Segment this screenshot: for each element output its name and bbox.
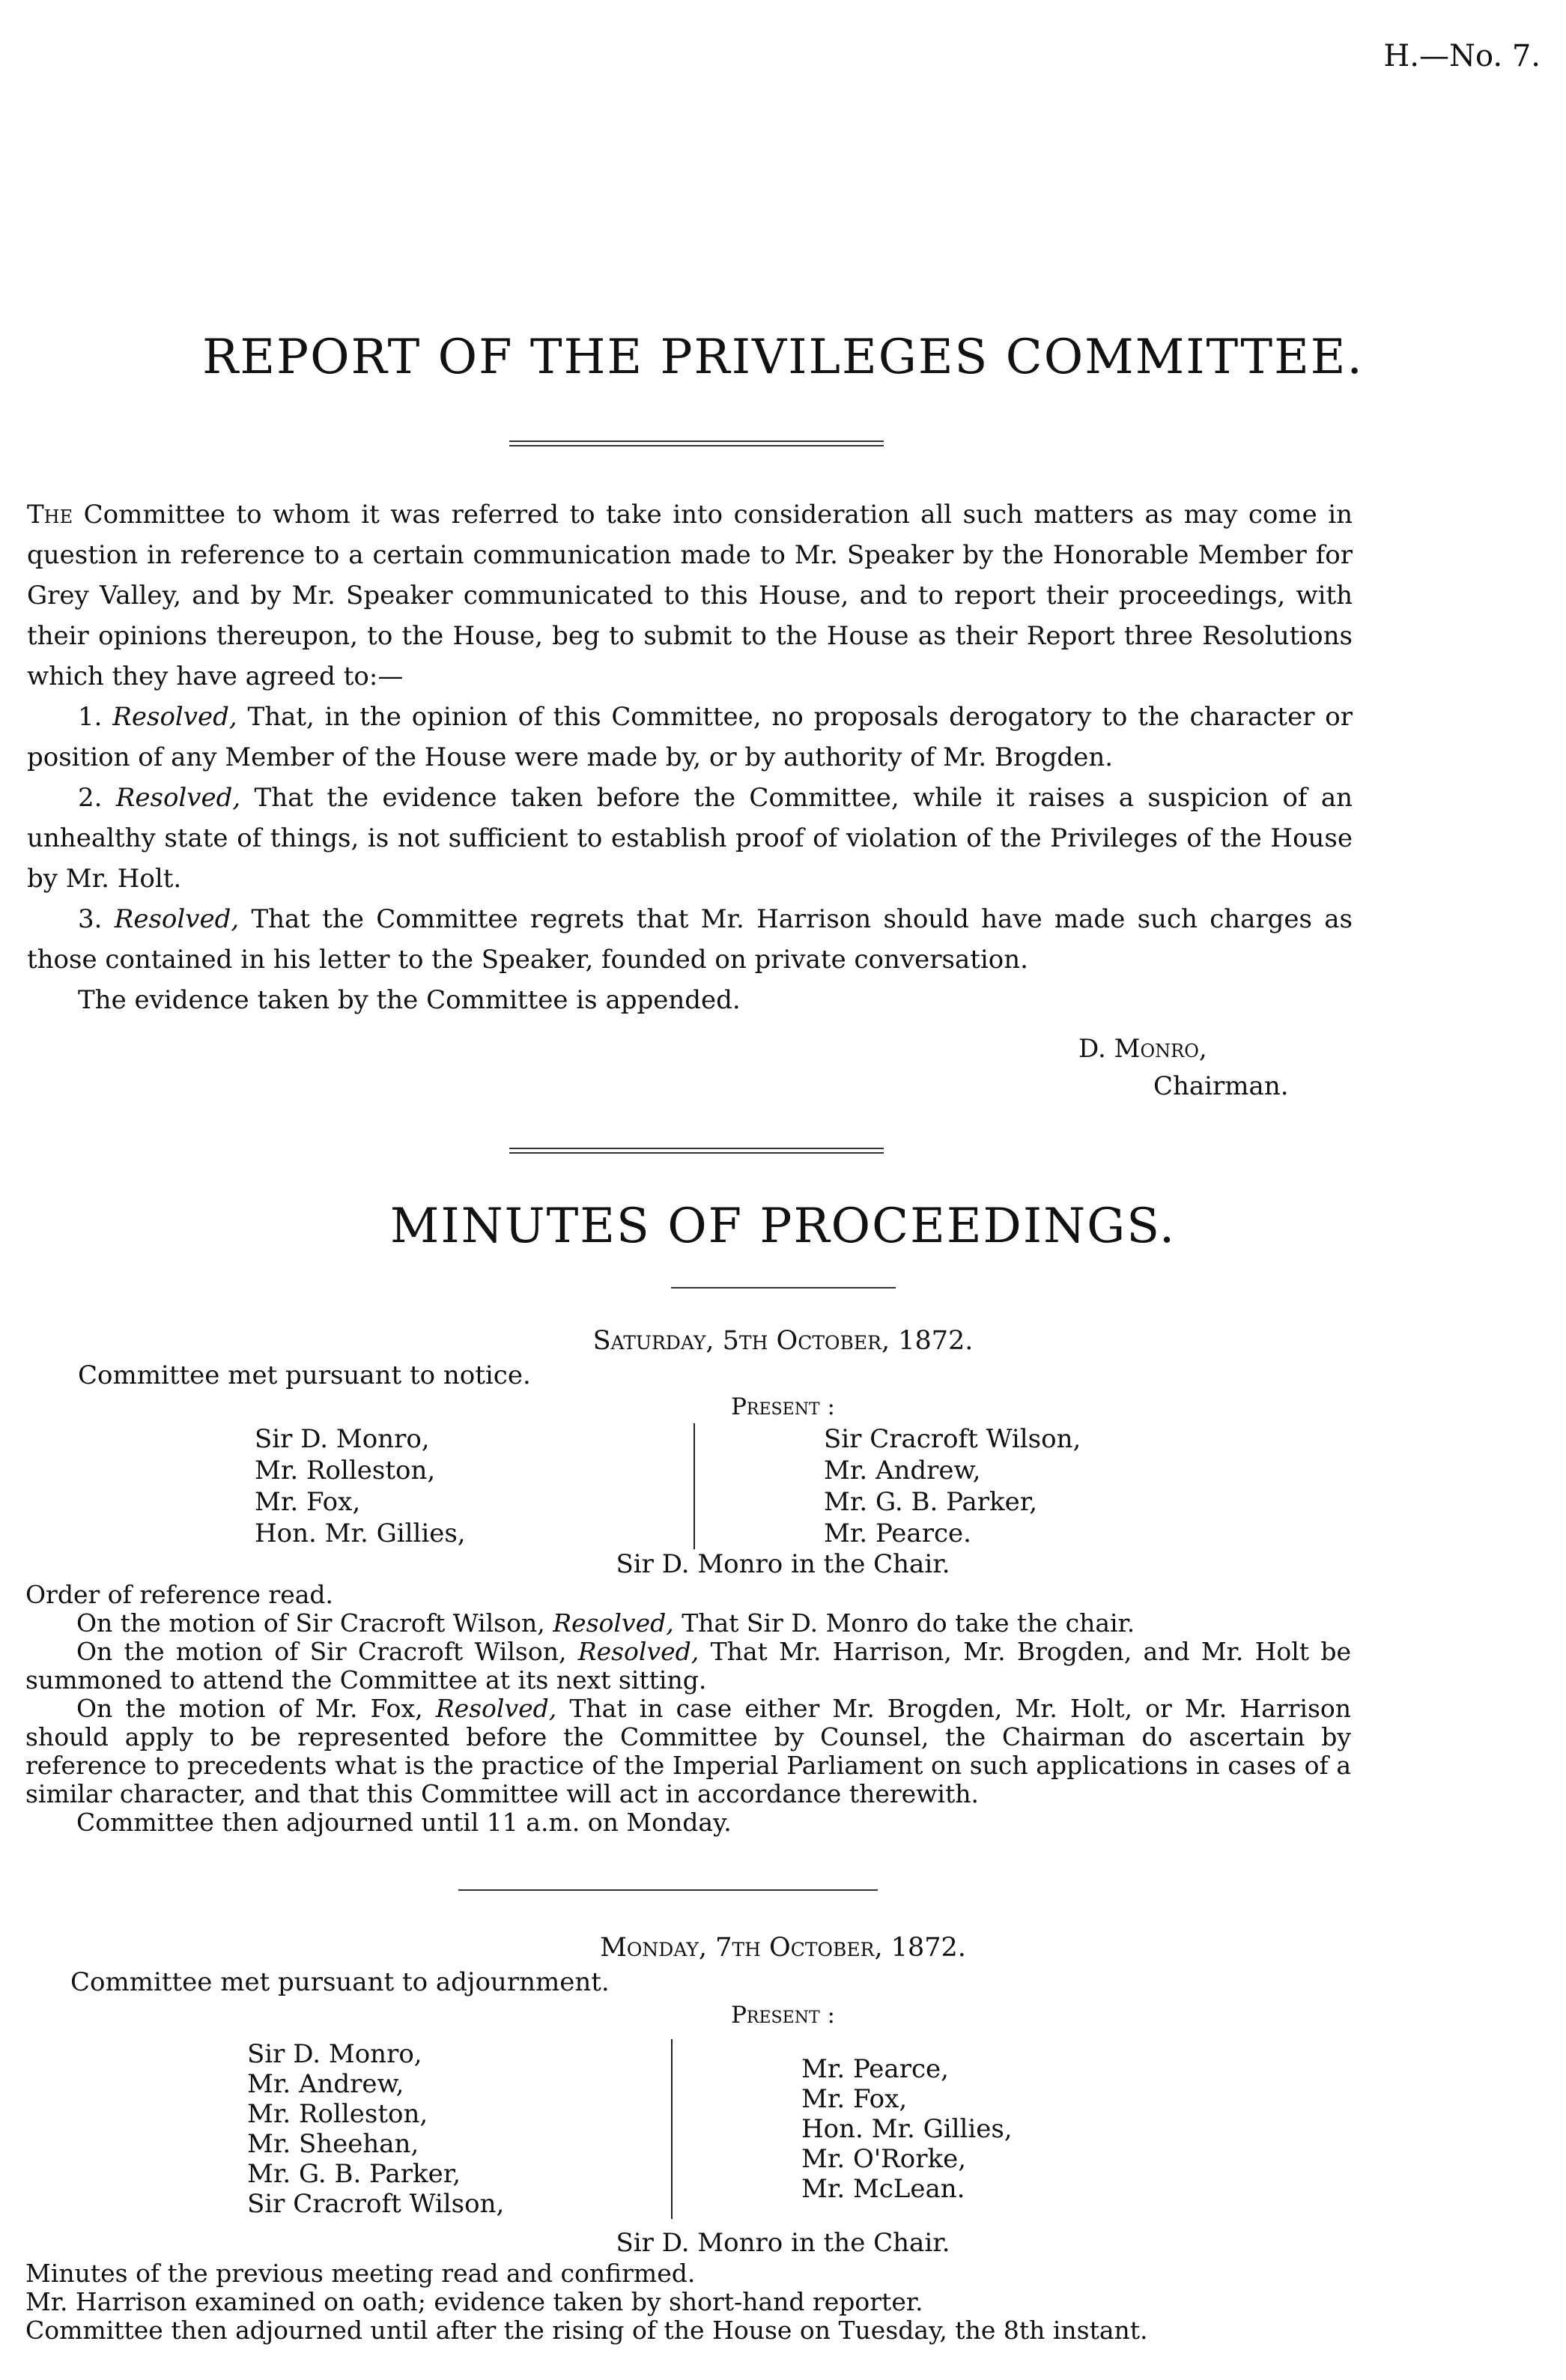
minute-item [25, 1638, 1351, 1695]
member-name: Sir Cracroft Wilson, [247, 2189, 505, 2219]
minute-text: That in case either Mr. Brogden, Mr. Holt, or Mr. Harrison should apply to be represented before the Committee by Counsel, the Chairman do ascertain by reference to precedents what is the practice of the Imperial Parliament on such applications in cases of a similar character, and that this Committee will act in accordance therewith. [25, 1694, 1351, 1808]
member-name: Hon. Mr. Gillies, [255, 1518, 466, 1548]
minute-item [25, 1581, 1351, 1609]
member-name: Mr. Sheehan, [247, 2129, 419, 2159]
members-right [801, 2054, 1013, 2204]
resolution-number: 2. [78, 783, 103, 813]
resolution-text: That, in the opinion of this Committee, no proposals derogatory to the character or position of any Member of the House were made by, or by authority of Mr. Brogden. [27, 702, 1353, 772]
member-name: Mr. O'Rorke, [801, 2144, 967, 2174]
member-name: Sir D. Monro, [247, 2039, 422, 2069]
minute-text: Minutes of the previous meeting read and confirmed. [25, 2259, 696, 2288]
resolved-label: Resolved, [435, 1694, 557, 1723]
present-label: Present : [731, 2002, 835, 2029]
title-divider [509, 440, 884, 446]
member-name: Mr. Pearce, [801, 2054, 949, 2084]
member-column-divider [694, 1423, 695, 1549]
minute-item [25, 2288, 1351, 2316]
resolution-2 [27, 778, 1353, 899]
resolution-number: 1. [78, 702, 103, 732]
minute-text: That Mr. Harrison, Mr. Brogden, and Mr. Holt be summoned to attend the Committee at its next sitting. [25, 1637, 1352, 1695]
member-name: Mr. G. B. Parker, [247, 2159, 461, 2189]
minutes-title-divider [671, 1287, 896, 1289]
minute-text: On the motion of Mr. Fox, [76, 1694, 436, 1723]
member-name: Mr. Andrew, [247, 2069, 404, 2099]
resolution-3 [27, 899, 1353, 980]
minute-item [25, 2316, 1351, 2345]
signature-name-text: D. Monro, [1078, 1034, 1207, 1064]
intro-lead: The [27, 500, 73, 530]
section-divider [509, 1148, 884, 1154]
chair-statement: Sir D. Monro in the Chair. [616, 1549, 950, 1579]
member-name: Sir D. Monro, [255, 1424, 430, 1454]
minute-text: Committee then adjourned until after the rising of the House on Tuesday, the 8th instant. [25, 2316, 1148, 2345]
session-opening: Committee met pursuant to notice. [78, 1360, 531, 1390]
resolution-text: That the evidence taken before the Committee, while it raises a suspicion of an unhealthy state of things, is not sufficient to establish proof of violation of the Privileges of the House by Mr. Holt. [27, 783, 1353, 894]
signature-title: Chairman. [1153, 1071, 1289, 1101]
minute-text: On the motion of Sir Cracroft Wilson, [76, 1608, 553, 1638]
report-body [27, 494, 1353, 1020]
members-right [824, 1423, 1081, 1549]
resolved-label: Resolved, [553, 1608, 674, 1638]
signature-name [1078, 1034, 1273, 1064]
member-name: Mr. G. B. Parker, [824, 1487, 1038, 1517]
resolved-label: Resolved, [112, 702, 237, 732]
resolved-label: Resolved, [577, 1637, 699, 1666]
member-column-divider [671, 2039, 673, 2219]
minute-text: Order of reference read. [25, 1580, 334, 1609]
present-label: Present : [731, 1393, 835, 1420]
minute-item [25, 1609, 1351, 1638]
document-reference: H.—No. 7. [1383, 39, 1541, 73]
member-name: Hon. Mr. Gillies, [801, 2114, 1013, 2144]
minute-text: Committee then adjourned until 11 a.m. on Monday. [76, 1808, 732, 1837]
members-left [247, 2039, 504, 2219]
minute-item [25, 1695, 1351, 1808]
minute-text: On the motion of Sir Cracroft Wilson, [76, 1637, 578, 1666]
member-name: Mr. Pearce. [824, 1518, 971, 1548]
chair-statement: Sir D. Monro in the Chair. [616, 2228, 950, 2258]
resolution-text: That the Committee regrets that Mr. Harrison should have made such charges as those contained in his letter to the Speaker, founded on private conversation. [27, 904, 1353, 975]
resolution-number: 3. [78, 904, 103, 934]
intro-text: Committee to whom it was referred to take into consideration all such matters as may come in question in reference to a certain communication made to Mr. Speaker by the Honorable Member for Grey Valley, and by Mr. Speaker communicated to this House, and to report their proceedings, with their opinions thereupon, to the House, beg to submit to the House as their Report three Resolutions which they have agreed to:— [27, 500, 1353, 691]
session-date: Monday, 7th October, 1872. [600, 1933, 966, 1963]
member-name: Mr. Rolleston, [255, 1456, 436, 1486]
resolution-1 [27, 697, 1353, 778]
resolved-label: Resolved, [115, 783, 241, 813]
evidence-note: The evidence taken by the Committee is appended. [78, 985, 741, 1015]
session-date: Saturday, 5th October, 1872. [592, 1326, 974, 1356]
session-items [25, 1581, 1351, 1837]
members-left [255, 1423, 466, 1549]
intro-paragraph [27, 494, 1353, 697]
minute-item [25, 1808, 1351, 1837]
member-name: Mr. Fox, [255, 1487, 361, 1517]
member-name: Mr. Rolleston, [247, 2099, 428, 2129]
resolved-label: Resolved, [114, 904, 240, 934]
minute-text: That Sir D. Monro do take the chair. [673, 1608, 1135, 1638]
session-items [25, 2259, 1351, 2345]
minutes-title: MINUTES OF PROCEEDINGS. [389, 1199, 1177, 1254]
report-title: REPORT OF THE PRIVILEGES COMMITTEE. [202, 330, 1364, 385]
session-opening: Committee met pursuant to adjournment. [70, 1967, 610, 1997]
minute-item [25, 2259, 1351, 2288]
member-name: Sir Cracroft Wilson, [824, 1424, 1081, 1454]
minute-text: Mr. Harrison examined on oath; evidence taken by short-hand reporter. [25, 2287, 923, 2316]
session-divider [458, 1889, 878, 1891]
member-name: Mr. Andrew, [824, 1456, 981, 1486]
member-name: Mr. Fox, [801, 2084, 908, 2114]
member-name: Mr. McLean. [801, 2174, 965, 2204]
